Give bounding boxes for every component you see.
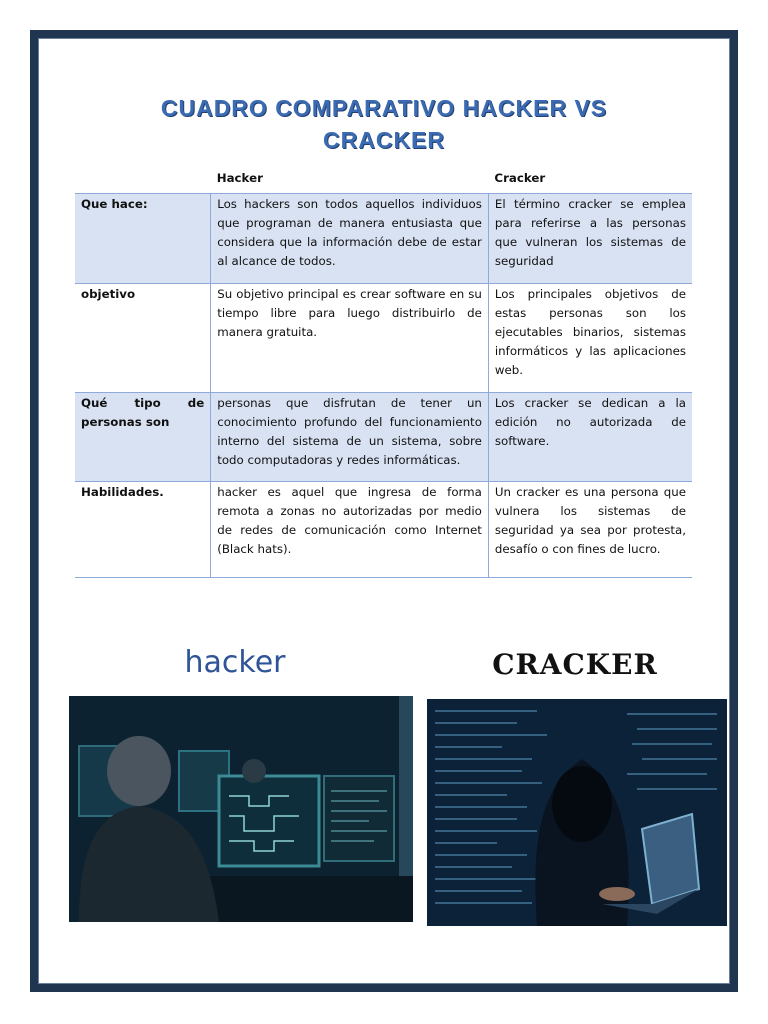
hacker-cell: Su objetivo principal es crear software en su tiempo libre para luego distribuirlo de manera gratuita. bbox=[211, 284, 489, 393]
header-empty bbox=[75, 166, 211, 194]
hacker-cell: Los hackers son todos aquellos individuos que programan de manera entusiasta que considera que la información debe de estar al alcance de todos. bbox=[211, 194, 489, 284]
header-cracker: Cracker bbox=[488, 166, 692, 194]
row-label: Qué tipo de personas son bbox=[75, 393, 211, 482]
hacker-cell: personas que disfrutan de tener un conocimiento profundo del funcionamiento interno del sistema de un sistema, sobre todo computadoras y redes informáticas. bbox=[211, 393, 489, 482]
row-label: Que hace: bbox=[75, 194, 211, 284]
cracker-cell: Los cracker se dedican a la edición no autorizada de software. bbox=[488, 393, 692, 482]
hacker-illustration bbox=[69, 696, 413, 922]
table-row bbox=[75, 284, 692, 393]
document-title: CUADRO COMPARATIVO HACKER VS CRACKER bbox=[160, 95, 608, 153]
header-hacker: Hacker bbox=[211, 166, 489, 194]
hacker-image bbox=[69, 696, 413, 922]
cracker-heading: CRACKER bbox=[492, 648, 658, 681]
row-label: objetivo bbox=[75, 284, 211, 393]
cracker-cell: El término cracker se emplea para referirse a las personas que vulneran los sistemas de seguridad bbox=[488, 194, 692, 284]
comparison-table bbox=[75, 166, 692, 578]
hacker-cell: hacker es aquel que ingresa de forma remota a zonas no autorizadas por medio de redes de comunicación como Internet (Black hats). bbox=[211, 482, 489, 578]
cracker-cell: Un cracker es una persona que vulnera los sistemas de seguridad ya sea por protesta, desafío o con fines de lucro. bbox=[488, 482, 692, 578]
cracker-illustration bbox=[427, 699, 727, 926]
table-header-row bbox=[75, 166, 692, 194]
table-row bbox=[75, 393, 692, 482]
hacker-heading: hacker bbox=[184, 645, 286, 680]
cracker-image bbox=[427, 699, 727, 926]
table-row bbox=[75, 194, 692, 284]
cracker-cell: Los principales objetivos de estas personas son los ejecutables binarios, sistemas informáticos y las aplicaciones web. bbox=[488, 284, 692, 393]
row-label: Habilidades. bbox=[75, 482, 211, 578]
table-row bbox=[75, 482, 692, 578]
